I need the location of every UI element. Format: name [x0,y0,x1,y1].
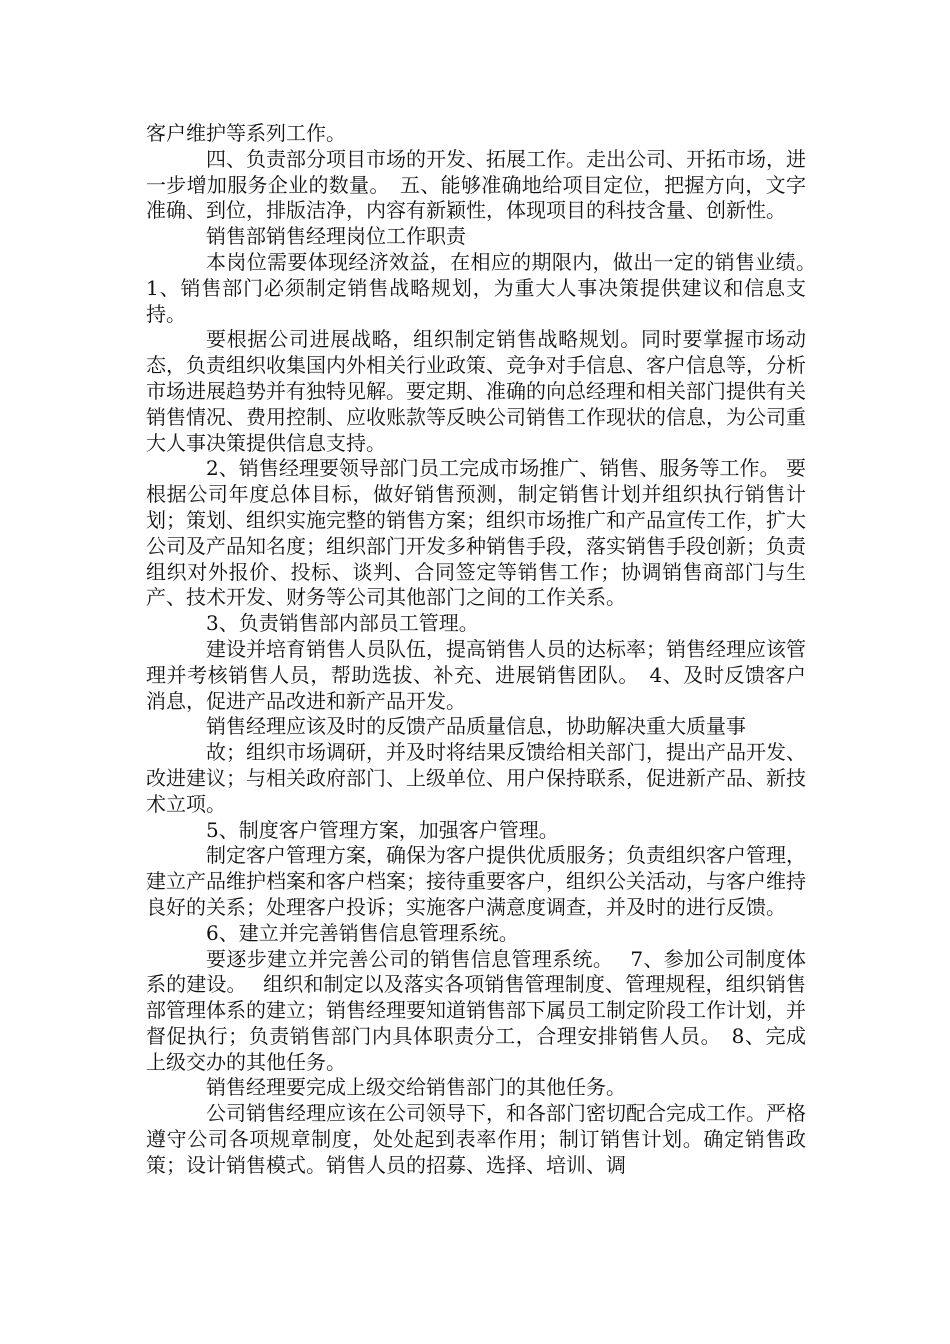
document-paragraph: 销售部销售经理岗位工作职责 [206,224,466,249]
document-paragraph: 建设并培育销售人员队伍，提高销售人员的达标率；销售经理应该管理并考核销售人员，帮助选拔、补充、进展销售团队。 4、及时反馈客户消息，促进产品改进和新产品开发。 [146,636,806,713]
document-paragraph: 要逐步建立并完善公司的销售信息管理系统。 7、参加公司制度体系的建设。 组织和制定以及落实各项销售管理制度、管理规程，组织销售部管理体系的建立；销售经理要知道销售部下属员工制定阶段工作计划，并督促执行；负责销售部门内具体职责分工，合理安排销售人员。 8、完成上级交办的其他任务。 [146,946,806,1074]
document-paragraph: 3、负责销售部内部员工管理。 [206,611,479,636]
document-body [146,121,826,1179]
document-paragraph: 销售经理要完成上级交给销售部门的其他任务。 [206,1075,626,1100]
document-paragraph: 四、负责部分项目市场的开发、拓展工作。走出公司、开拓市场，进一步增加服务企业的数量。 五、能够准确地给项目定位，把握方向，文字准确、到位，排版洁净，内容有新颖性，体现项目的科技含量、创新性。 [146,146,806,223]
document-paragraph: 6、建立并完善销售信息管理系统。 [206,920,519,945]
document-paragraph: 5、制度客户管理方案，加强客户管理。 [206,817,559,842]
document-paragraph: 2、销售经理要领导部门员工完成市场推广、销售、服务等工作。 要根据公司年度总体目标，做好销售预测，制定销售计划并组织执行销售计划；策划、组织实施完整的销售方案；组织市场推广和产品宣传工作，扩大公司及产品知名度；组织部门开发多种销售手段，落实销售手段创新；负责组织对外报价、投标、谈判、合同签定等销售工作；协调销售商部门与生产、技术开发、财务等公司其他部门之间的工作关系。 [146,456,806,610]
document-paragraph: 本岗位需要体现经济效益，在相应的期限内，做出一定的销售业绩。 1、销售部门必须制定销售战略规划，为重大人事决策提供建议和信息支持。 [146,249,826,326]
document-paragraph: 制定客户管理方案，确保为客户提供优质服务；负责组织客户管理，建立产品维护档案和客户档案；接待重要客户，组织公关活动，与客户维持良好的关系；处理客户投诉；实施客户满意度调查，并及时的进行反馈。 [146,843,806,919]
document-paragraph: 公司销售经理应该在公司领导下，和各部门密切配合完成工作。严格遵守公司各项规章制度，处处起到表率作用；制订销售计划。确定销售政策；设计销售模式。销售人员的招募、选择、培训、调 [146,1101,806,1177]
document-paragraph: 要根据公司进展战略，组织制定销售战略规划。同时要掌握市场动态，负责组织收集国内外相关行业政策、竞争对手信息、客户信息等，分析市场进展趋势并有独特见解。要定期、准确的向总经理和相关部门提供有关销售情况、费用控制、应收账款等反映公司销售工作现状的信息，为公司重大人事决策提供信息支持。 [146,327,806,455]
document-paragraph: 客户维护等系列工作。 [146,121,346,145]
document-paragraph: 故；组织市场调研，并及时将结果反馈给相关部门，提出产品开发、改进建议；与相关政府部门、上级单位、用户保持联系，促进新产品、新技术立项。 [146,740,806,816]
document-paragraph: 销售经理应该及时的反馈产品质量信息，协助解决重大质量事 [206,714,746,739]
